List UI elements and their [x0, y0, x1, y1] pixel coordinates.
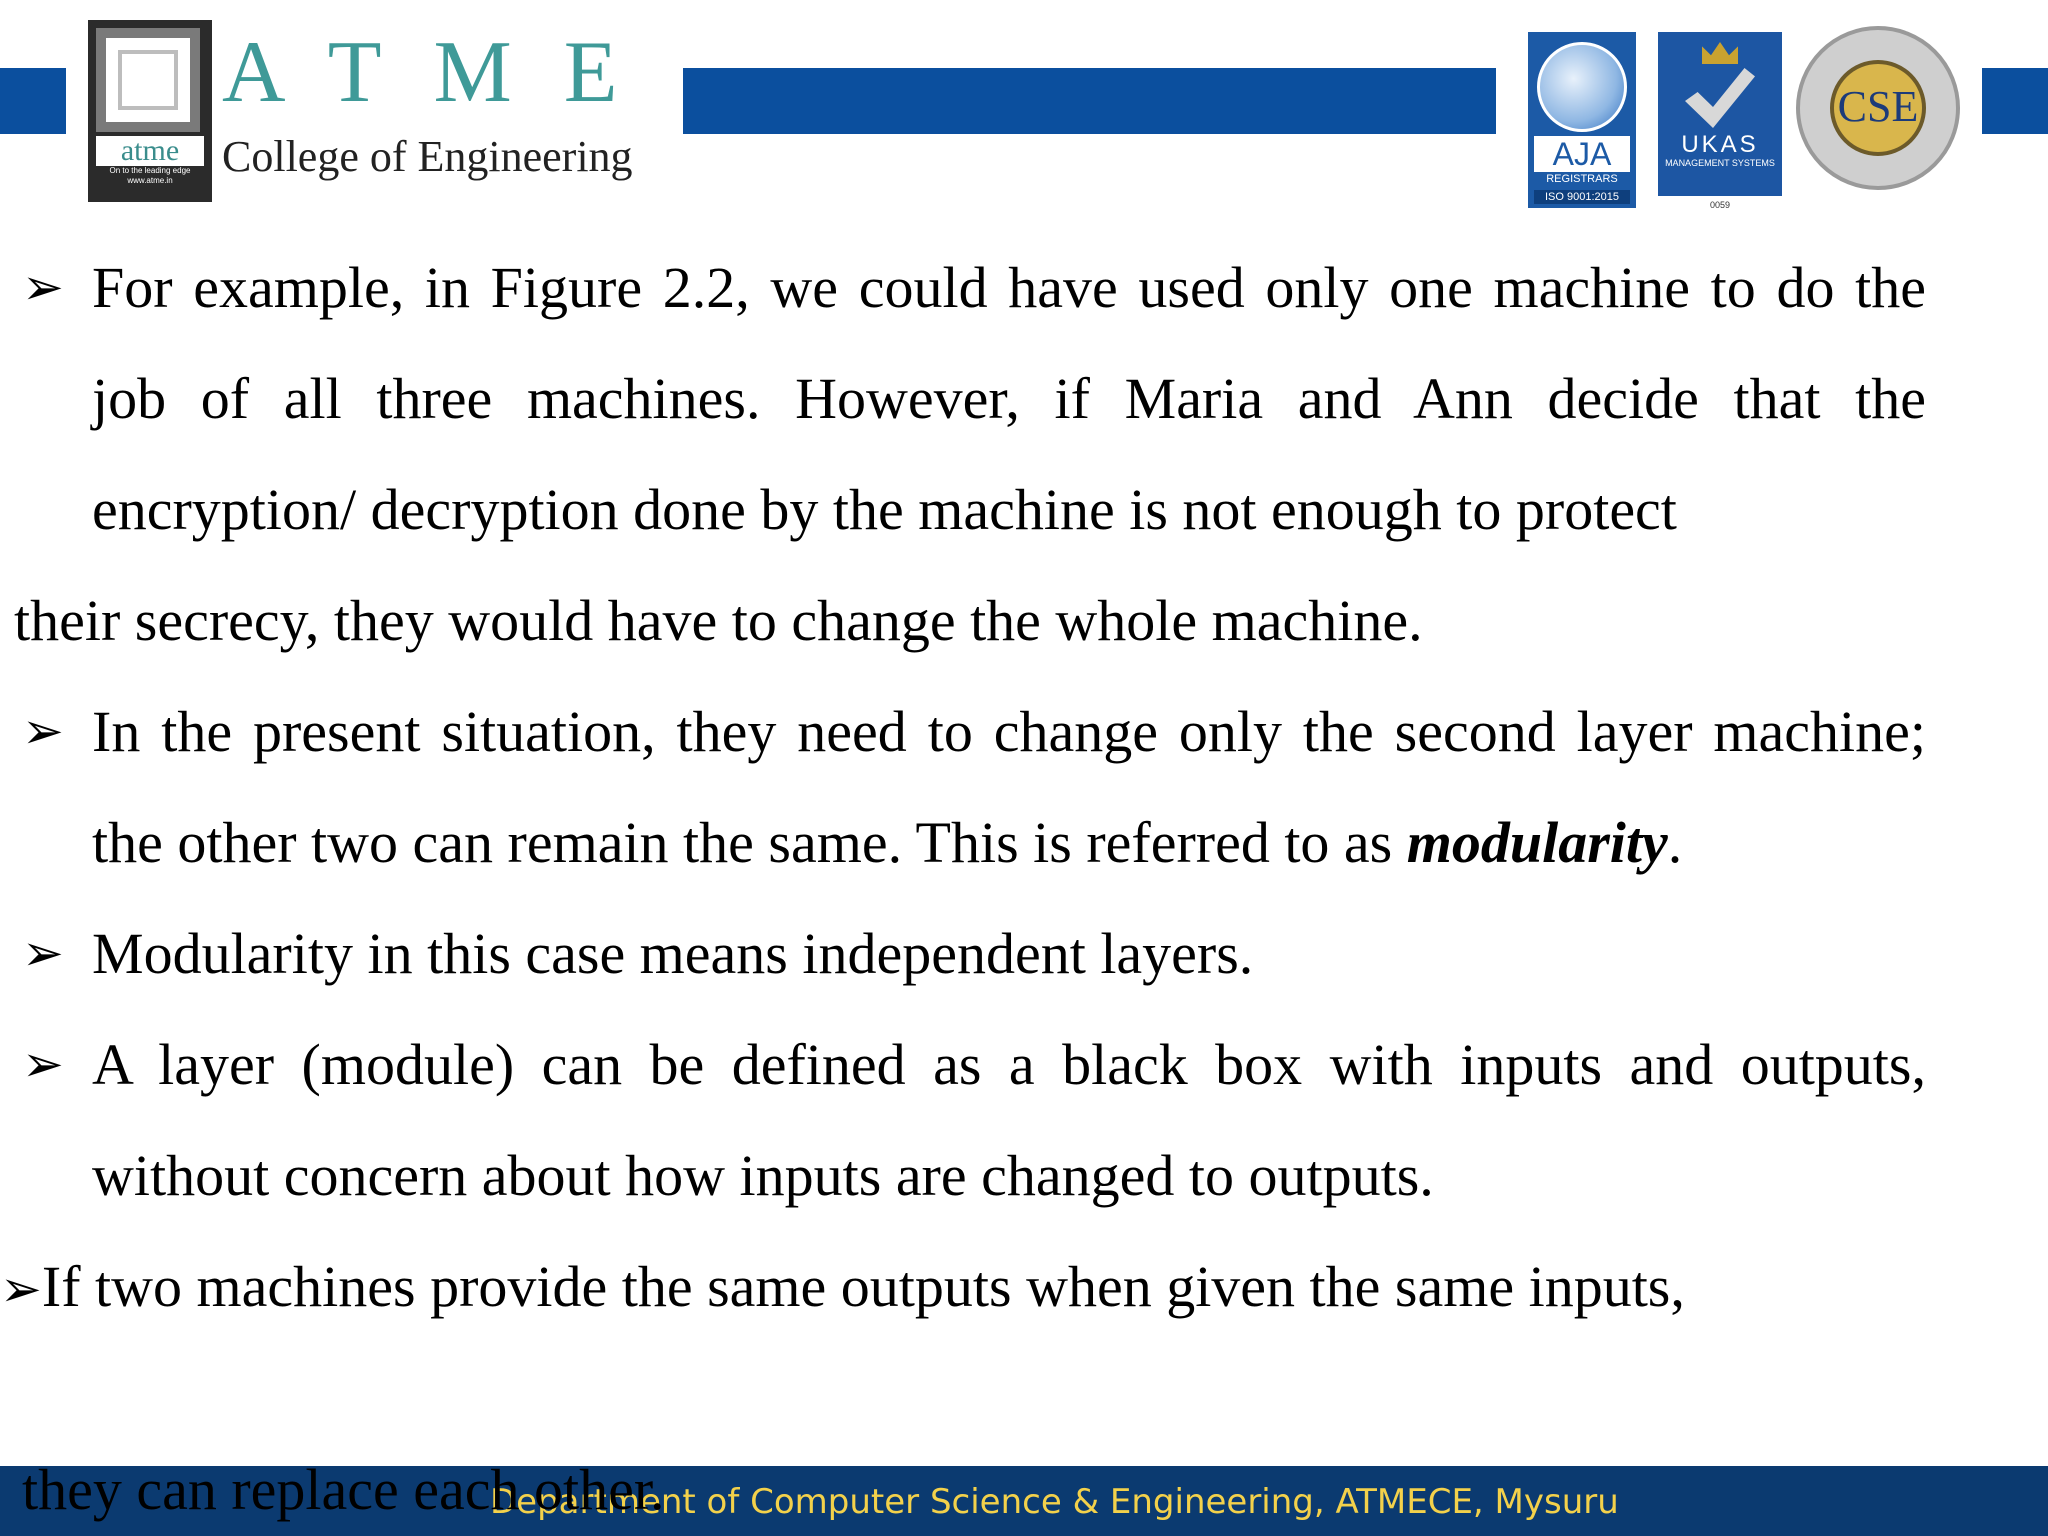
cse-seal — [1796, 26, 1960, 190]
slide-content — [0, 232, 2048, 1345]
header-bar-left — [0, 68, 66, 134]
header-bar-middle — [683, 68, 1496, 134]
keyword-modularity: modularity — [1406, 810, 1668, 875]
header-bar-right — [1982, 68, 2048, 134]
aja-sub: REGISTRARS — [1546, 173, 1618, 185]
ukas-number: 0059 — [1709, 200, 1731, 210]
logo-tagline: On to the leading edge — [109, 166, 191, 175]
bullet-text: If two machines provide the same outputs when given the same inputs, — [41, 1254, 1685, 1319]
ukas-badge — [1658, 32, 1782, 196]
bullet-item — [0, 676, 2048, 898]
crown-icon — [1702, 42, 1738, 64]
bullet-text: In the present situation, they need to change only the second layer machine; the other two can remain the same. This is referred to as — [92, 699, 1926, 875]
bullet-text: Modularity in this case means independent layers. — [92, 921, 1254, 986]
bullet-item — [0, 1009, 2048, 1231]
bullet-item — [0, 898, 2048, 1009]
bullet-item — [0, 232, 2048, 565]
seal-label: CSE — [1830, 60, 1926, 156]
arrow-bullet-icon: ➢ — [22, 258, 64, 316]
footer-text: Department of Computer Science & Engineering, ATMECE, Mysuru — [490, 1482, 1619, 1522]
aja-iso: ISO 9001:2015 — [1534, 190, 1630, 204]
college-name: College of Engineering — [222, 132, 633, 181]
arrow-bullet-icon: ➢ — [22, 1035, 64, 1093]
checkmark-icon — [1685, 68, 1755, 128]
bullet-item — [0, 1231, 2048, 1345]
bullet-text: A layer (module) can be defined as a black box with inputs and outputs, without concern about how inputs are changed to outputs. — [92, 1032, 1926, 1208]
aja-badge — [1528, 32, 1636, 208]
bullet-text: their secrecy, they would have to change the whole machine. — [14, 588, 1423, 653]
arrow-bullet-icon: ➢ — [22, 702, 64, 760]
college-logo — [88, 20, 212, 202]
arrow-bullet-icon: ➢ — [22, 924, 64, 982]
logo-frame-icon — [96, 28, 200, 132]
bullet-text: For example, in Figure 2.2, we could have used only one machine to do the job of all three machines. However, if Maria and Ann decide that the encryption/ decryption done by the machine is not enough to protect — [92, 255, 1926, 542]
bullet-text-end: . — [1667, 810, 1683, 875]
ukas-sub: MANAGEMENT SYSTEMS — [1665, 158, 1775, 168]
brand-name: ATME — [222, 24, 670, 121]
globe-icon — [1537, 42, 1627, 132]
overflow-line: they can replace each other. — [22, 1457, 665, 1522]
bullet-continuation — [0, 565, 2048, 676]
aja-name: AJA — [1534, 136, 1630, 172]
arrow-bullet-icon: ➢ — [0, 1260, 42, 1318]
logo-word: atme — [96, 136, 204, 166]
ukas-name: UKAS — [1681, 131, 1759, 158]
logo-url: www.atme.in — [127, 176, 173, 185]
